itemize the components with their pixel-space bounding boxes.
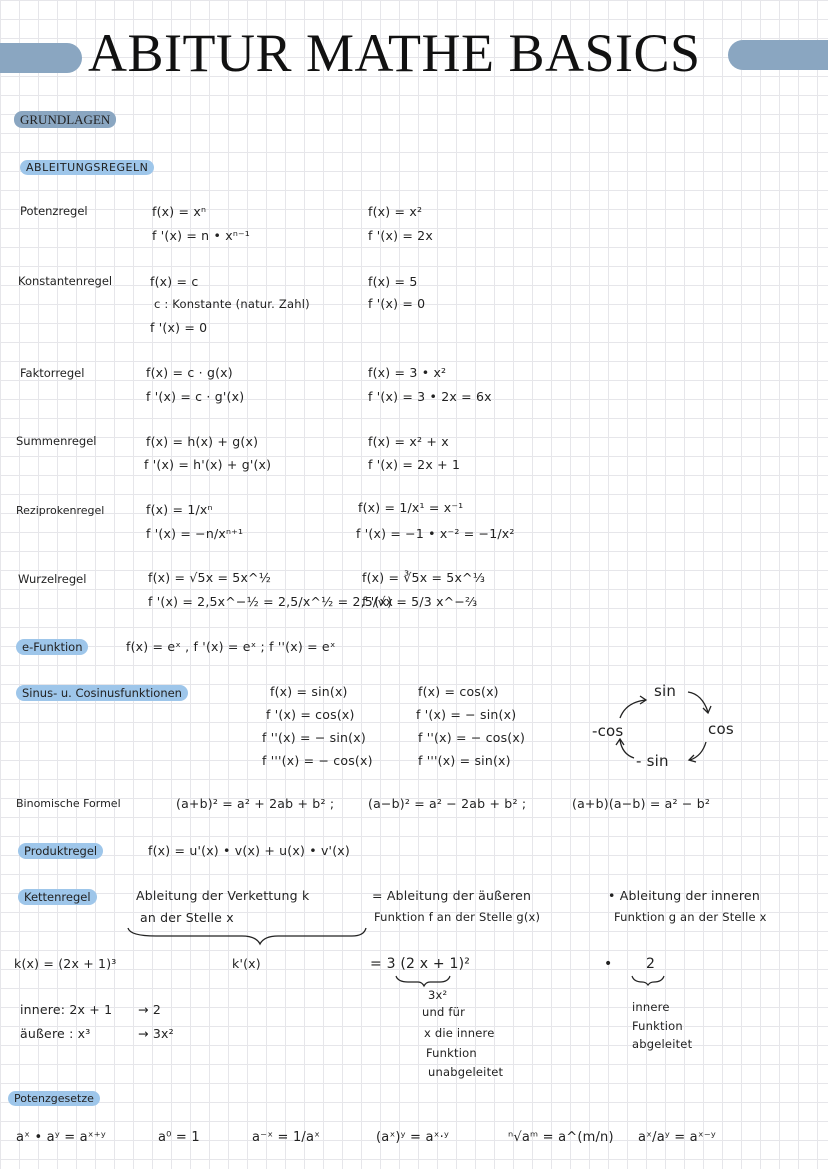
rule-name-summen: Summenregel <box>16 434 97 448</box>
section-grundlagen <box>14 112 116 128</box>
cycle-neg-sin: - sin <box>636 752 669 770</box>
power-law-item: a⁰ = 1 <box>158 1130 200 1145</box>
chain-desc3b: Funktion g an der Stelle x <box>614 910 767 924</box>
cycle-sin: sin <box>654 682 677 700</box>
chain-note2-b: Funktion <box>632 1019 683 1033</box>
cycle-neg-cos: -cos <box>592 722 624 740</box>
power-law-item: a⁻ˣ = 1/aˣ <box>252 1130 321 1145</box>
chain-dot: • <box>604 956 613 972</box>
product-name: Produktregel <box>18 843 103 859</box>
power-laws-label <box>8 1092 100 1105</box>
chain-two: 2 <box>646 956 656 972</box>
rule-name-potenz: Potenzregel <box>20 204 88 218</box>
chain-note-3x2: 3x² <box>428 988 448 1002</box>
chain-name: Kettenregel <box>18 889 97 905</box>
rule-line: f(x) = c · g(x) <box>146 365 233 380</box>
rule-line: c : Konstante (natur. Zahl) <box>154 297 310 311</box>
chain-brace-tiny <box>630 974 670 986</box>
sincos-line: f(x) = cos(x) <box>418 684 499 699</box>
chain-desc2: = Ableitung der äußeren <box>372 888 532 903</box>
power-law-item: (aˣ)ʸ = aˣ·ʸ <box>376 1130 449 1145</box>
rule-name-wurzel: Wurzelregel <box>18 572 87 586</box>
sincos-line: f ''(x) = − sin(x) <box>262 730 366 745</box>
rule-line: f '(x) = c · g'(x) <box>146 389 245 404</box>
section-ableitungsregeln-label: ABLEITUNGSREGELN <box>20 160 154 175</box>
rule-example: f(x) = 3 • x² <box>368 365 447 380</box>
chain-outer: äußere : x³ <box>20 1026 91 1041</box>
rule-line: f(x) = √5x = 5x^½ <box>148 570 272 585</box>
rule-line: f '(x) = −n/xⁿ⁺¹ <box>146 526 244 541</box>
chain-label <box>18 890 97 904</box>
binomial-2: (a−b)² = a² − 2ab + b² ; <box>368 796 527 811</box>
title-left-bar <box>0 43 82 73</box>
chain-note2-c: abgeleitet <box>632 1037 693 1051</box>
chain-note1-c: Funktion <box>426 1046 477 1060</box>
product-text: f(x) = u'(x) • v(x) + u(x) • v'(x) <box>148 843 350 858</box>
sincos-line: f '(x) = − sin(x) <box>416 707 517 722</box>
binomial-3: (a+b)(a−b) = a² − b² <box>572 796 711 811</box>
product-label <box>18 844 103 858</box>
chain-outer-result: → 3x² <box>138 1026 174 1041</box>
sincos-line: f '''(x) = sin(x) <box>418 753 511 768</box>
binomial-label: Binomische Formel <box>16 797 121 810</box>
rule-line: f(x) = xⁿ <box>152 204 207 219</box>
chain-desc2b: Funktion f an der Stelle g(x) <box>374 910 541 924</box>
e-function-text: f(x) = eˣ , f '(x) = eˣ ; f ''(x) = eˣ <box>126 639 336 654</box>
rule-example: f '(x) = 0 <box>368 296 426 311</box>
rule-line: f '(x) = n • xⁿ⁻¹ <box>152 228 251 243</box>
rule-example: f(x) = 1/x¹ = x⁻¹ <box>358 500 464 515</box>
rule-name-reziproken: Reziprokenregel <box>16 504 105 517</box>
chain-note2-a: innere <box>632 1000 670 1014</box>
rule-example: f(x) = x² + x <box>368 434 449 449</box>
power-laws-name: Potenzgesetze <box>8 1091 100 1106</box>
power-law-item: aˣ • aʸ = aˣ⁺ʸ <box>16 1130 106 1145</box>
chain-note1-b: x die innere <box>424 1026 495 1040</box>
chain-inner: innere: 2x + 1 <box>20 1002 113 1017</box>
sincos-label <box>16 686 188 700</box>
cycle-arrows <box>590 680 760 780</box>
chain-eq: = 3 (2 x + 1)² <box>370 956 471 972</box>
rule-line: f(x) = h(x) + g(x) <box>146 434 259 449</box>
rule-example: f(x) = ∛5x = 5x^⅓ <box>362 570 486 585</box>
rule-example: f(x) = x² <box>368 204 423 219</box>
rule-line: f '(x) = 2,5x^−½ = 2,5/x^½ = 2,5/√x <box>148 594 394 609</box>
cycle-cos: cos <box>708 720 734 738</box>
chain-desc3: • Ableitung der inneren <box>608 888 760 903</box>
e-function-label <box>16 640 88 654</box>
binomial-1: (a+b)² = a² + 2ab + b² ; <box>176 796 335 811</box>
chain-note1-a: und für <box>422 1005 465 1019</box>
rule-line: f(x) = 1/xⁿ <box>146 502 213 517</box>
section-grundlagen-label: GRUNDLAGEN <box>14 111 116 128</box>
chain-example: k(x) = (2x + 1)³ <box>14 956 117 971</box>
rule-example: f '(x) = −1 • x⁻² = −1/x² <box>356 526 515 541</box>
sincos-name: Sinus- u. Cosinusfunktionen <box>16 685 188 701</box>
power-law-item: aˣ/aʸ = aˣ⁻ʸ <box>638 1130 716 1145</box>
title-right-bar <box>728 40 828 70</box>
chain-brace-small <box>394 974 454 988</box>
chain-kprime: k'(x) <box>232 956 261 971</box>
sincos-line: f '(x) = cos(x) <box>266 707 355 722</box>
e-function-name: e-Funktion <box>16 639 88 655</box>
rule-example: f '(x) = 5/3 x^−⅔ <box>362 594 478 609</box>
chain-note1-d: unabgeleitet <box>428 1065 504 1079</box>
rule-line: f '(x) = 0 <box>150 320 208 335</box>
rule-example: f(x) = 5 <box>368 274 418 289</box>
rule-example: f '(x) = 2x <box>368 228 433 243</box>
rule-name-faktor: Faktorregel <box>20 366 85 380</box>
power-law-item: ⁿ√aᵐ = a^(m/n) <box>508 1130 614 1145</box>
sincos-line: f ''(x) = − cos(x) <box>418 730 526 745</box>
rule-line: f(x) = c <box>150 274 199 289</box>
sincos-line: f(x) = sin(x) <box>270 684 348 699</box>
section-ableitungsregeln <box>20 161 154 174</box>
chain-inner-result: → 2 <box>138 1002 161 1017</box>
chain-desc1b: an der Stelle x <box>140 910 234 925</box>
rule-example: f '(x) = 3 • 2x = 6x <box>368 389 492 404</box>
chain-desc1: Ableitung der Verkettung k <box>136 888 310 903</box>
rule-name-konstanten: Konstantenregel <box>18 274 113 288</box>
rule-example: f '(x) = 2x + 1 <box>368 457 461 472</box>
rule-line: f '(x) = h'(x) + g'(x) <box>144 457 272 472</box>
page-title: ABITUR MATHE BASICS <box>88 23 701 83</box>
chain-brace <box>126 926 376 948</box>
sincos-line: f '''(x) = − cos(x) <box>262 753 373 768</box>
